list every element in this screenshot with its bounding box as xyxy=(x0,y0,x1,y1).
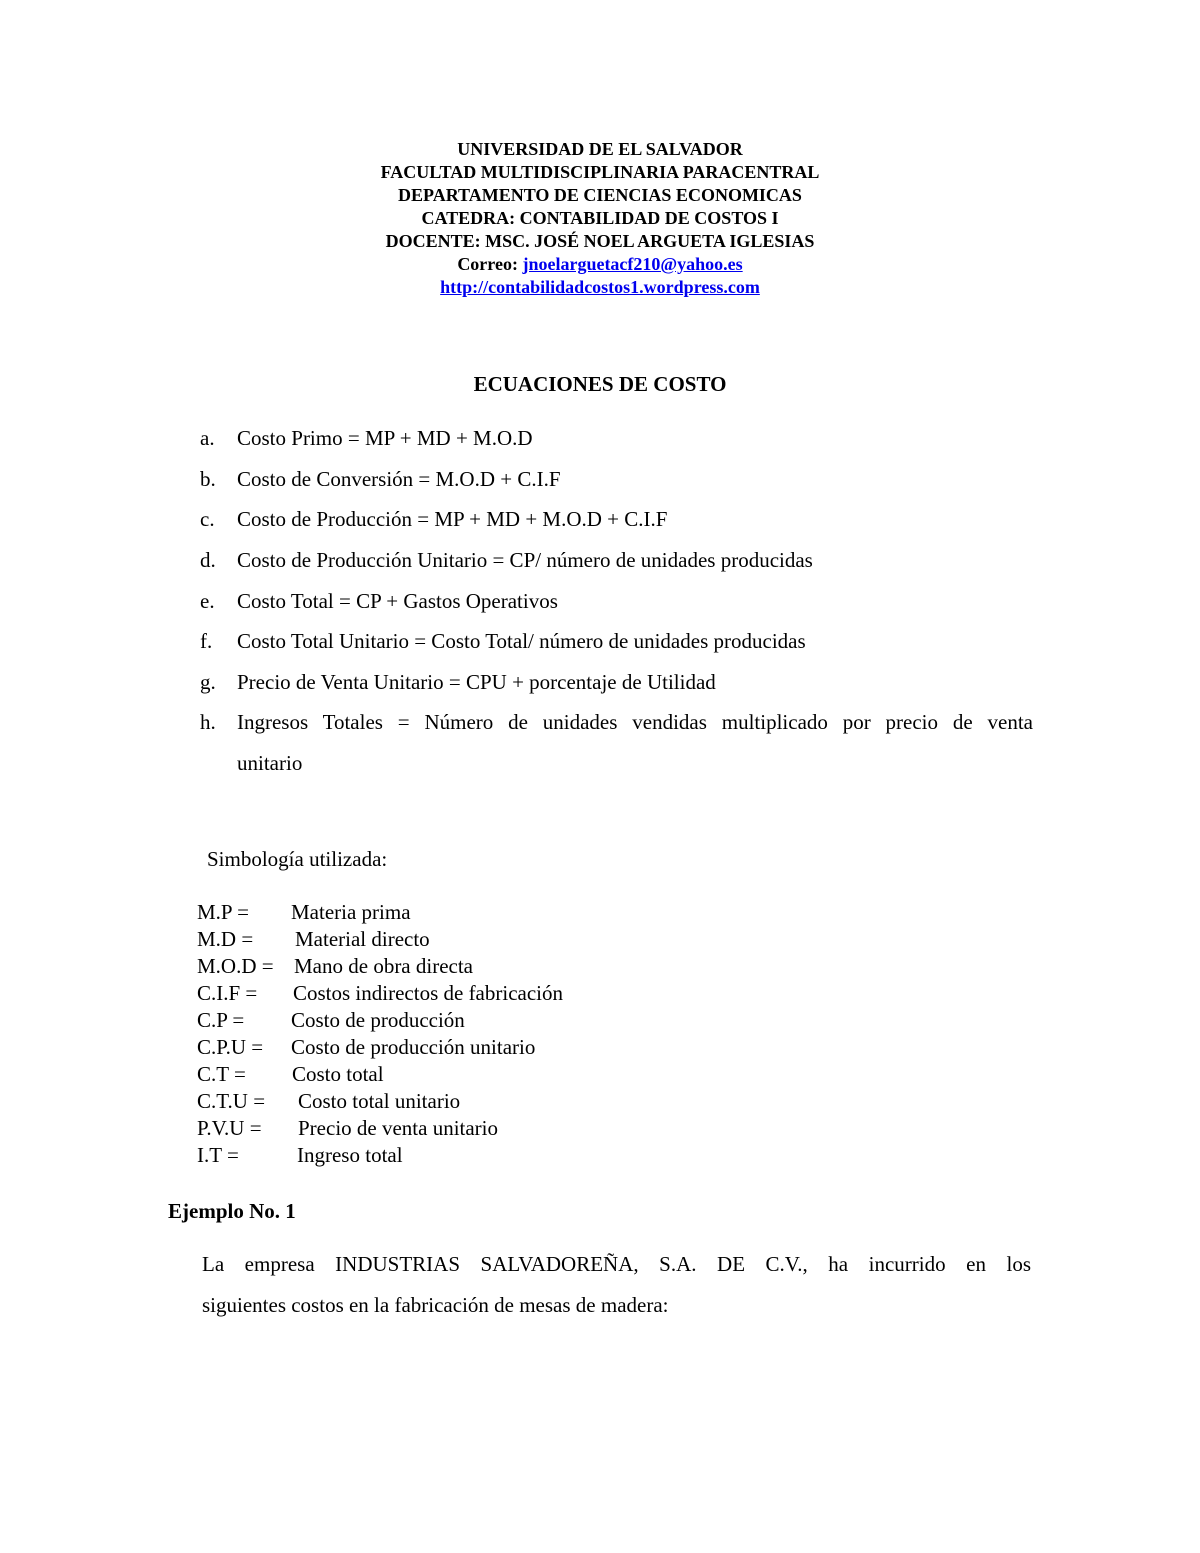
equation-c xyxy=(200,505,667,533)
equation-text: Costo Total = CP + Gastos Operativos xyxy=(237,589,558,613)
symbol-row-cpu xyxy=(197,1034,536,1061)
symbol: M.P = xyxy=(197,900,249,924)
email-line xyxy=(0,253,1200,276)
equation-letter: d. xyxy=(200,548,216,572)
equation-b xyxy=(200,465,561,493)
symbol: C.P.U = xyxy=(197,1035,264,1059)
example-paragraph-line-1: La empresa INDUSTRIAS SALVADOREÑA, S.A. DE C.V., ha incurrido en los xyxy=(202,1252,1031,1276)
symbol-meaning: Precio de venta unitario xyxy=(298,1116,499,1140)
symbol: C.T.U = xyxy=(197,1089,266,1113)
equation-a xyxy=(200,424,533,452)
email-label: Correo: xyxy=(457,254,523,274)
symbol-meaning: Material directo xyxy=(295,927,430,951)
symbology-title: Simbología utilizada: xyxy=(207,847,388,871)
example-paragraph-line-2: siguientes costos en la fabricación de mesas de madera: xyxy=(202,1293,669,1317)
symbol-meaning: Materia prima xyxy=(291,900,411,924)
equation-letter: e. xyxy=(200,589,215,613)
symbol-row-md xyxy=(197,926,430,953)
symbol: M.O.D = xyxy=(197,954,274,978)
symbol-meaning: Costo de producción xyxy=(291,1008,465,1032)
website-line xyxy=(0,276,1200,299)
equation-h xyxy=(200,708,1033,736)
equation-text: Costo de Producción Unitario = CP/ número de unidades producidas xyxy=(237,548,813,572)
equation-letter: h. xyxy=(200,710,216,734)
symbol-meaning: Ingreso total xyxy=(297,1143,403,1167)
symbol-meaning: Costo total unitario xyxy=(298,1089,461,1113)
symbol: C.P = xyxy=(197,1008,245,1032)
symbol: I.T = xyxy=(197,1143,239,1167)
symbol-row-cp xyxy=(197,1007,465,1034)
symbol-row-pvu xyxy=(197,1115,499,1142)
symbol-row-cif xyxy=(197,980,564,1007)
symbol-meaning: Mano de obra directa xyxy=(294,954,474,978)
equation-letter: c. xyxy=(200,507,215,531)
symbol-meaning: Costos indirectos de fabricación xyxy=(293,981,564,1005)
equation-g xyxy=(200,668,716,696)
equation-d xyxy=(200,546,813,574)
symbol-row-mp xyxy=(197,899,411,926)
equation-text: Precio de Venta Unitario = CPU + porcentaje de Utilidad xyxy=(237,670,716,694)
equation-letter: g. xyxy=(200,670,216,694)
equation-text: Costo Primo = MP + MD + M.O.D xyxy=(237,426,533,450)
symbol-row-it xyxy=(197,1142,403,1169)
equation-text: Ingresos Totales = Número de unidades vendidas multiplicado por precio de venta xyxy=(237,710,1033,734)
website-link[interactable]: http://contabilidadcostos1.wordpress.com xyxy=(440,277,760,297)
symbol-row-mod xyxy=(197,953,474,980)
symbol-meaning: Costo de producción unitario xyxy=(291,1035,536,1059)
equation-letter: a. xyxy=(200,426,215,450)
symbol-row-ctu xyxy=(197,1088,461,1115)
symbol-row-ct xyxy=(197,1061,384,1088)
equation-letter: b. xyxy=(200,467,216,491)
equation-letter: f. xyxy=(200,629,213,653)
course-name: CATEDRA: CONTABILIDAD DE COSTOS I xyxy=(421,208,779,228)
symbol: P.V.U = xyxy=(197,1116,262,1140)
equation-e xyxy=(200,587,558,615)
faculty-name: FACULTAD MULTIDISCIPLINARIA PARACENTRAL xyxy=(380,162,820,182)
page-title: ECUACIONES DE COSTO xyxy=(473,372,727,396)
symbol: C.I.F = xyxy=(197,981,258,1005)
equation-h-continuation: unitario xyxy=(237,751,303,775)
department-name: DEPARTAMENTO DE CIENCIAS ECONOMICAS xyxy=(398,185,802,205)
symbol: M.D = xyxy=(197,927,254,951)
example-heading: Ejemplo No. 1 xyxy=(168,1199,296,1223)
equation-f xyxy=(200,627,806,655)
equation-text: Costo Total Unitario = Costo Total/ número de unidades producidas xyxy=(237,629,806,653)
teacher-name: DOCENTE: MSC. JOSÉ NOEL ARGUETA IGLESIAS xyxy=(385,231,815,251)
symbol-meaning: Costo total xyxy=(292,1062,384,1086)
document-header xyxy=(0,138,1200,299)
symbol: C.T = xyxy=(197,1062,246,1086)
equation-text: Costo de Conversión = M.O.D + C.I.F xyxy=(237,467,561,491)
university-name: UNIVERSIDAD DE EL SALVADOR xyxy=(457,139,743,159)
email-link[interactable]: jnoelarguetacf210@yahoo.es xyxy=(522,254,743,274)
equation-text: Costo de Producción = MP + MD + M.O.D + C.I.F xyxy=(237,507,668,531)
